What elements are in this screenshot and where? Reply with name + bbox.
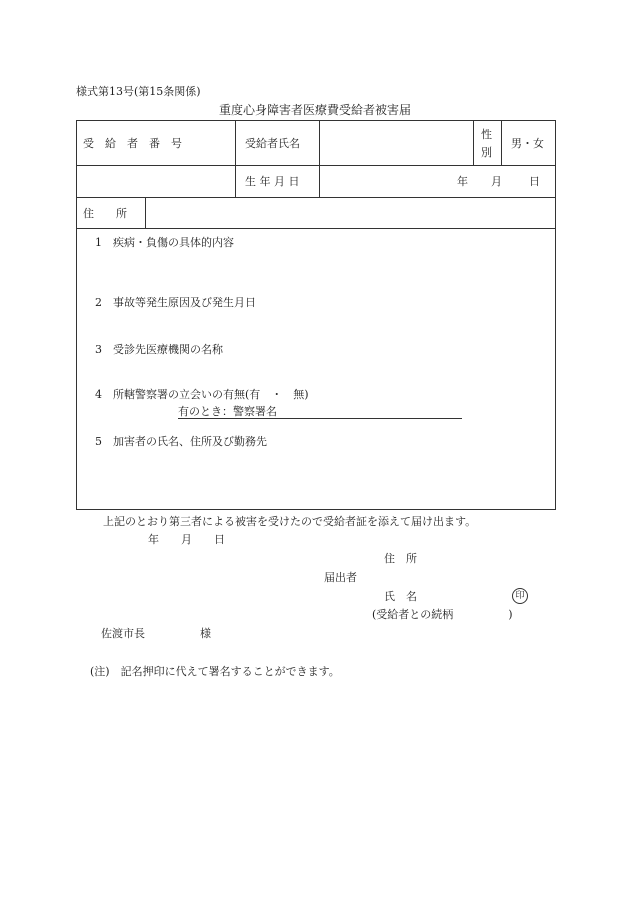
declaration-text: 上記のとおり第三者による被害を受けたので受給者証を添えて届け出ます。 (103, 515, 477, 528)
relation-text: (受給者との続柄 ) (372, 608, 513, 621)
notifier-label: 届出者 (324, 571, 357, 584)
birth-day-unit: 日 (529, 175, 540, 188)
form-table (76, 120, 556, 510)
list-item: 4 所轄警察署の立会いの有無(有 ・ 無) (95, 388, 309, 401)
column-divider (235, 121, 236, 197)
column-divider (145, 197, 146, 228)
notifier-address-label: 住 所 (384, 552, 417, 565)
sex-label-bottom: 別 (481, 146, 492, 159)
column-divider (473, 121, 474, 165)
list-item: 3 受診先医療機関の名称 (95, 343, 223, 356)
sex-label-top: 性 (481, 128, 492, 141)
sex-options: 男・女 (511, 137, 544, 150)
seal-mark-icon: 印 (512, 588, 528, 604)
row-divider (77, 197, 555, 198)
row-divider (77, 165, 555, 166)
submission-date: 年 月 日 (148, 533, 225, 546)
police-sign-label: 有のとき：警察署名 (178, 405, 277, 418)
list-item: 2 事故等発生原因及び発生月日 (95, 296, 256, 309)
column-divider (501, 121, 502, 165)
form-number: 様式第13号(第15条関係) (76, 85, 201, 98)
note-text: (注) 記名押印に代えて署名することができます。 (90, 665, 340, 678)
recipient-number-label: 受 給 者 番 号 (83, 137, 182, 150)
notifier-name-label: 氏 名 (384, 590, 417, 603)
birth-year-unit: 年 (457, 175, 468, 188)
list-item: 5 加害者の氏名、住所及び勤務先 (95, 435, 267, 448)
address-label: 住 所 (83, 207, 127, 220)
form-title: 重度心身障害者医療費受給者被害届 (218, 103, 411, 117)
birth-month-unit: 月 (491, 175, 502, 188)
recipient-name-label: 受給者氏名 (245, 137, 300, 150)
row-divider (77, 228, 555, 229)
addressee: 佐渡市長 様 (101, 627, 211, 640)
column-divider (319, 121, 320, 197)
list-item: 1 疾病・負傷の具体的内容 (95, 236, 234, 249)
birth-date-label: 生 年 月 日 (245, 175, 300, 188)
police-sign-line (178, 418, 462, 419)
